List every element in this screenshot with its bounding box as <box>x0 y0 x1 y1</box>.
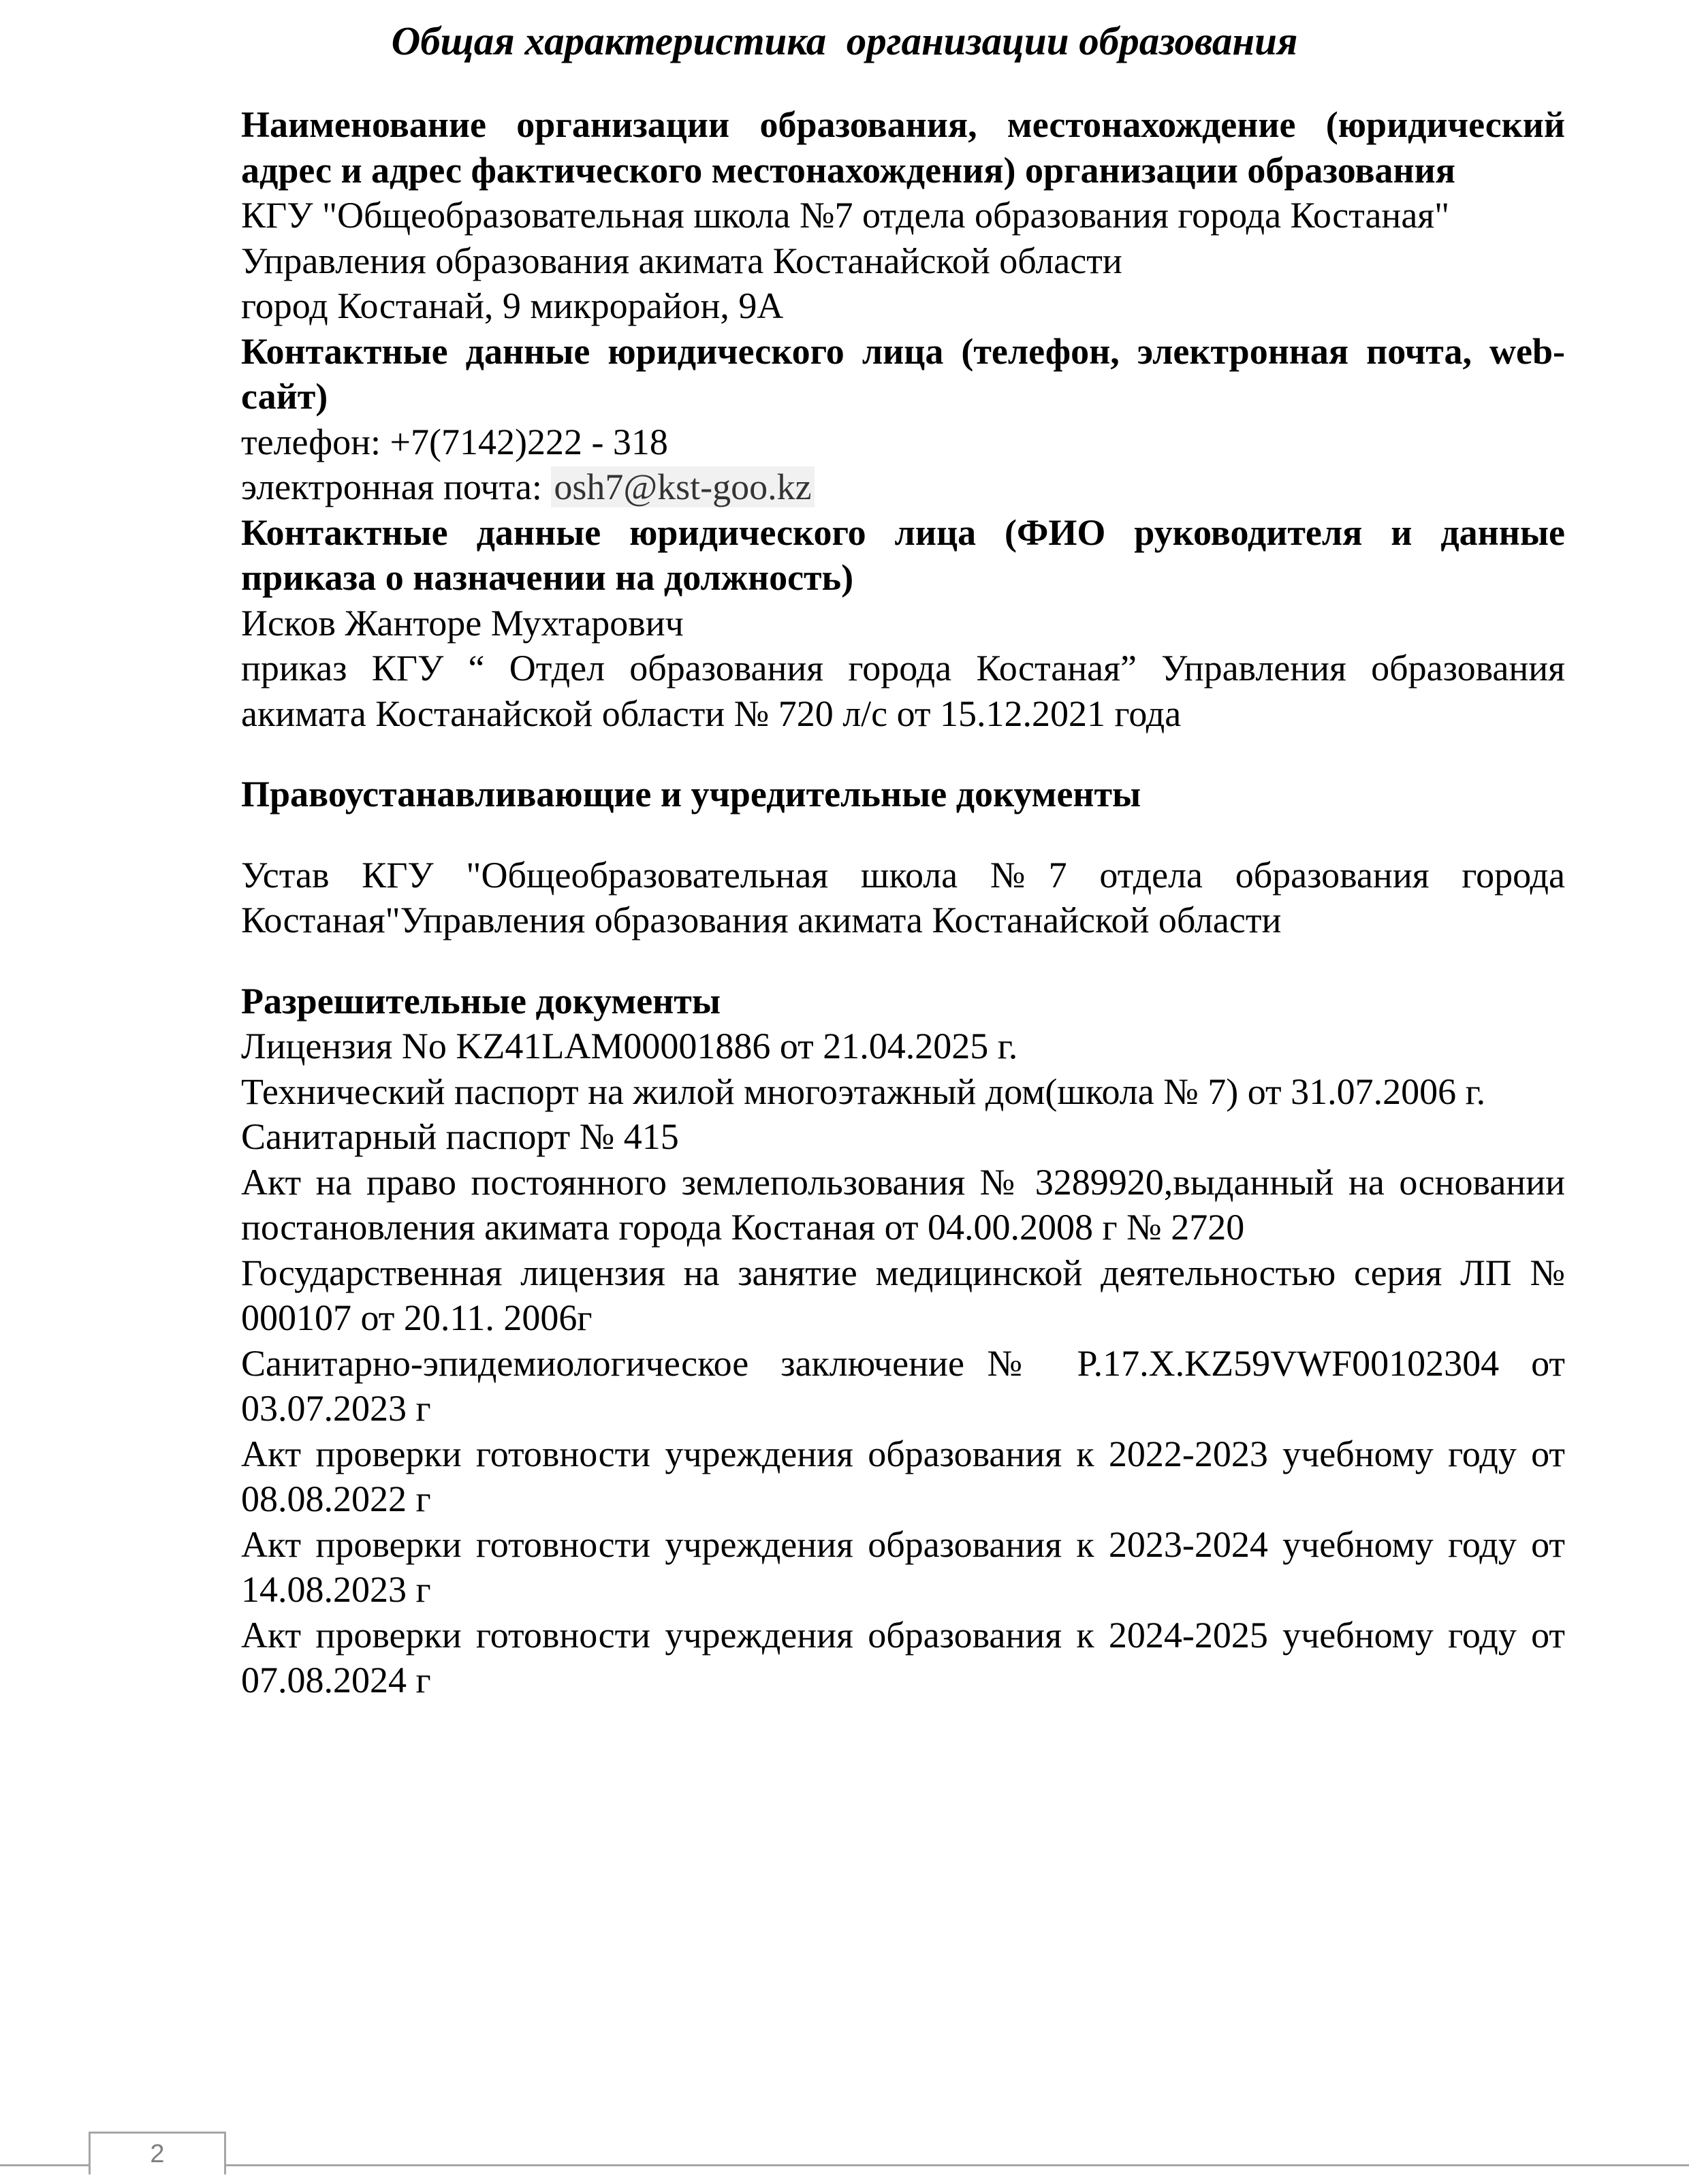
permit-item: Санитарный паспорт № 415 <box>241 1116 679 1157</box>
phone-line: телефон: +7(7142)222 - 318 <box>241 421 668 462</box>
section-heading-contacts: Контактные данные юридического лица (телефон, электронная почта, web-сайт) <box>241 330 1565 417</box>
page-title: Общая характеристика организации образования <box>391 18 1298 63</box>
organization-address-line: город Костанай, 9 микрорайон, 9А <box>241 285 784 326</box>
section-heading-organization: Наименование организации образования, местонахождение (юридический адрес и адрес фактического местонахождения) организации образования <box>241 104 1565 191</box>
permit-item: Лицензия No KZ41LAM00001886 от 21.04.2025 г. <box>241 1026 1018 1066</box>
section-heading-permits: Разрешительные документы <box>241 980 721 1022</box>
permit-item: Санитарно-эпидемиологическое заключение№ P.17.X.KZ59VWF00102304 от 03.07.2023 г <box>241 1342 1565 1429</box>
email-link[interactable]: osh7@kst-goo.kz <box>551 466 814 507</box>
organization-authority-line: Управления образования акимата Костанайской области <box>241 240 1122 281</box>
permit-item: Акт проверки готовности учреждения образования к 2022-2023 учебному году от 08.08.2022 г <box>241 1433 1565 1519</box>
permit-item: Государственная лицензия на занятие медицинской деятельностью серия ЛП № 000107 от 20.11. 2006г <box>241 1252 1565 1338</box>
permit-item: Технический паспорт на жилой многоэтажный дом(школа № 7) от 31.07.2006 г. <box>241 1071 1486 1112</box>
email-line <box>241 464 1565 510</box>
page-number: 2 <box>89 2132 226 2174</box>
director-name: Исков Жанторе Мухтарович <box>241 602 684 644</box>
permit-item: Акт проверки готовности учреждения образования к 2023-2024 учебному году от 14.08.2023 г <box>241 1523 1565 1610</box>
section-heading-founding-documents: Правоустанавливающие и учредительные документы <box>241 774 1141 814</box>
footer-divider <box>0 2164 1689 2166</box>
charter-text: Устав КГУ "Общеобразовательная школа №7 отдела образования города Костаная"Управления образования акимата Костанайской области <box>241 854 1565 940</box>
organization-name-line: КГУ "Общеобразовательная школа №7 отдела образования города Костаная" <box>241 195 1450 236</box>
permit-item: Акт проверки готовности учреждения образования к 2024-2025 учебному году от 07.08.2024 г <box>241 1614 1565 1700</box>
document-body <box>241 102 1565 1703</box>
permit-item: Акт на право постоянного землепользования № 3289920,выданный на основании постановления акимата города Костаная от 04.00.2008 г № 2720 <box>241 1161 1565 1248</box>
section-heading-director: Контактные данные юридического лица (ФИО руководителя и данные приказа о назначении на должность) <box>241 511 1565 598</box>
appointment-order: приказ КГУ “ Отдел образования города Костаная” Управления образования акимата Костанайской области № 720 л/с от 15.12.2021 года <box>241 648 1565 734</box>
email-label: электронная почта: <box>241 466 552 507</box>
